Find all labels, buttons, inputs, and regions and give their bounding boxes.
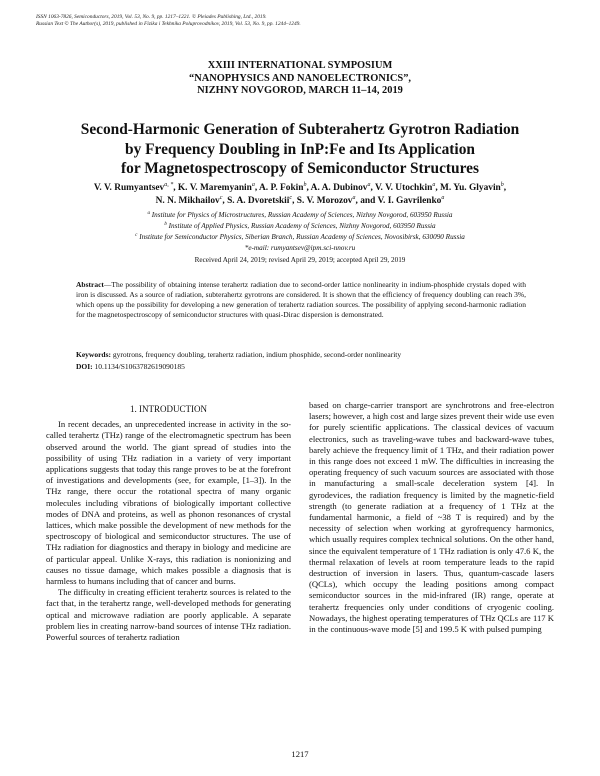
affil-text: Institute for Physics of Microstructures, Russian Academy of Sciences, Nizhny Novgorod, 603950 Russia xyxy=(149,211,453,219)
abstract-text: —The possibility of obtaining intense terahertz radiation due to second-order lattice nonlinearity in indium-phosphide crystals doped with iron is discussed. As a source of radiation, subterahertz gyrotrons are considered. It is shown that the efficiency of frequency doubling can reach 3%, which opens up the possibility for developing a new generation of terahertz radiation sources. The possibility of applying second-harmonic radiation for the magnetospectroscopy of semiconductor structures with quasi-Dirac dispersion is demonstrated. xyxy=(76,280,526,319)
author-line-2 xyxy=(0,195,600,208)
affil-mark: b xyxy=(164,222,167,227)
symposium-line-1: XXIII INTERNATIONAL SYMPOSIUM xyxy=(207,60,393,71)
doi-label: DOI: xyxy=(76,362,93,371)
left-column xyxy=(46,400,291,643)
title-line-1: Second-Harmonic Generation of Subterahertz Gyrotron Radiation xyxy=(80,121,520,138)
paragraph: based on charge-carrier transport are synchrotrons and free-electron lasers; however, a high cost and large sizes prevent their wide use even for purely scientific applications. The classical devices of vacuum electronics, such as traveling-wave tubes and backward-wave tubes, barely achieve the frequency limit of 1 THz, and their radiation power in this range does not exceed 1 mW. The difficulties in increasing the operating frequency of such vacuum sources are associated with those in manufacturing a small-scale deceleration system [4]. In gyrodevices, the radiation frequency is limited by the magnetic-field strength (to generate radiation at a frequency of 1 THz at the fundamental harmonic, a field of ~38 T is required) and by the necessity of selection when working at gyrofrequency harmonics, which usually requires complex technical solutions. On the other hand, since the equivalent temperature of 1 THz radiation is only 47.6 K, the thermal relaxation of levels at room temperature leads to the rapid destruction of inversion in lasers. Thus, quantum-cascade lasers (QCLs), which occupy the leading positions among compact semiconductor sources in the mid-infrared (IR) range, operate at terahertz frequencies only under conditions of cryogenic cooling. Nowadays, the highest operating temperatures of THz QCLs are 117 K in the continuous-wave mode [5] and 199.5 K with pulsed pumping xyxy=(309,400,554,635)
affil-mark: a xyxy=(147,211,150,216)
author-name: , A. A. Dubinov xyxy=(306,183,368,193)
author-separator: , xyxy=(503,183,507,193)
received-dates: Received April 24, 2019; revised April 29, 2019; accepted April 29, 2019 xyxy=(194,256,406,264)
author-name: N. N. Mikhailov xyxy=(155,195,220,206)
author-name: V. V. Rumyantsev xyxy=(93,183,165,193)
abstract-label: Abstract xyxy=(76,280,104,289)
paragraph: The difficulty in creating efficient terahertz sources is related to the fact that, in the terahertz range, well-developed methods for generating optical and microwave radiation are poorly applicable. A separate problem lies in creating narrow-band sources of intense THz radiation. Powerful sources of terahertz radiation xyxy=(46,587,291,643)
symposium-line-3: NIZHNY NOVGOROD, MARCH 11–14, 2019 xyxy=(197,85,403,96)
author-name: , M. Yu. Glyavin xyxy=(435,183,501,193)
symposium-line-2: “NANOPHYSICS AND NANOELECTRONICS”, xyxy=(189,72,411,84)
author-affil-mark: b xyxy=(500,182,504,188)
affiliation-c xyxy=(0,232,600,243)
author-line-1 xyxy=(0,182,600,195)
author-affil-mark: a xyxy=(441,194,445,201)
author-affil-mark: a xyxy=(367,182,371,188)
paper-title xyxy=(0,120,600,179)
author-name: , A. P. Fokin xyxy=(254,183,304,193)
page-number: 1217 xyxy=(291,749,309,759)
corresponding-email: *e-mail: rumyantsev@ipm.sci-nnov.ru xyxy=(244,244,356,252)
author-affil-mark: a, * xyxy=(164,182,174,188)
author-name: , and V. I. Gavrilenko xyxy=(355,195,442,206)
russian-text-line: Russian Text © The Author(s), 2019, published in Fizika i Tekhnika Poluprovodnikov, 2019, Vol. 53, No. 9, pp. 1244–1249. xyxy=(36,21,301,28)
author-list xyxy=(0,182,600,207)
author-name: , S. A. Dvoretskii xyxy=(222,195,290,206)
doi xyxy=(76,361,526,373)
affil-text: Institute for Semiconductor Physics, Siberian Branch, Russian Academy of Sciences, Novosibirsk, 630090 Russia xyxy=(137,233,465,241)
title-line-2: by Frequency Doubling in InP:Fe and Its Application xyxy=(125,140,475,158)
affiliations xyxy=(0,210,600,254)
author-name: , K. V. Maremyanin xyxy=(173,183,252,193)
issn-line: ISSN 1063-7826, Semiconductors, 2019, Vol. 53, No. 9, pp. 1217–1221. © Pleiades Publishing, Ltd., 2019. xyxy=(36,14,267,20)
section-heading: 1. INTRODUCTION xyxy=(130,404,207,414)
author-affil-mark: c xyxy=(289,194,293,201)
keywords-label: Keywords: xyxy=(76,350,111,359)
author-affil-mark: b xyxy=(303,182,307,188)
journal-header xyxy=(36,14,564,29)
keywords-text: gyrotrons, frequency doubling, terahertz radiation, indium phosphide, second-order nonlinearity xyxy=(111,350,402,359)
author-name: , S. V. Morozov xyxy=(292,195,353,206)
keywords xyxy=(76,349,526,361)
affil-mark: c xyxy=(135,233,138,238)
affiliation-b xyxy=(0,221,600,232)
doi-link[interactable]: 10.1134/S1063782619090185 xyxy=(92,362,185,371)
author-affil-mark: c xyxy=(219,194,223,201)
author-affil-mark: a xyxy=(432,182,436,188)
affiliation-a xyxy=(0,210,600,221)
author-affil-mark: a xyxy=(251,182,255,188)
affil-text: Institute of Applied Physics, Russian Academy of Sciences, Nizhny Novgorod, 603950 Russia xyxy=(166,222,436,230)
right-column xyxy=(309,400,554,635)
paragraph: In recent decades, an unprecedented increase in activity in the so-called terahertz (THz) range of the electromagnetic spectrum has been observed around the world. The giant spread of studies into the possibility of using THz radiation in a variety of very important applications suggests that today this range proves to be at the forefront of investigations and developments (see, for example, [1–3]). In the THz range, there occur the rotational spectra of many organic molecules including vibrations of biologically important collective modes of DNA and proteins, as well as phonon resonances of crystal lattices, which make possible the development of new methods for the spectroscopy of biological and semiconductor structures. The use of THz radiation for diagnostics and therapy in biology and medicine are of particular appeal. Unlike X-rays, this radiation is nonionizing and causes no tissue damage, which makes possible a diagnosis that is harmless to humans including that of cancer and burns. xyxy=(46,419,291,587)
title-line-3: for Magnetospectroscopy of Semiconductor Structures xyxy=(121,160,479,177)
abstract xyxy=(76,280,526,320)
author-name: , V. V. Utochkin xyxy=(370,183,433,193)
author-affil-mark: a xyxy=(352,194,356,201)
symposium-heading xyxy=(0,60,600,98)
